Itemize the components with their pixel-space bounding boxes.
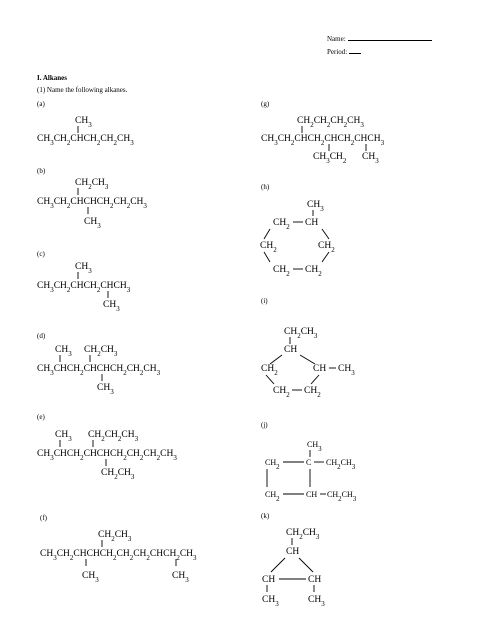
- b-branch-top: $CH_2CH_3$: [75, 178, 109, 191]
- j-substituent-right-bottom: $CH_2CH_3$: [327, 490, 357, 503]
- k-ring-left: CH: [262, 575, 276, 585]
- b-branch-bottom: $CH_3$: [84, 217, 101, 230]
- i-ring-bottom-right: $CH_2$: [304, 386, 321, 399]
- j-ring-top-right: C: [306, 458, 312, 467]
- a-main-chain: $CH_3CH_2CHCH_2CH_2CH_3$: [37, 134, 134, 147]
- e-main-chain: $CH_3CHCH_2CHCHCH_2CH_2CH_2CH_3$: [37, 449, 177, 462]
- j-substituent-right-top: $CH_2CH_3$: [326, 458, 356, 471]
- i-ring-right: CH: [313, 364, 327, 374]
- instructions: (1) Name the following alkanes.: [37, 86, 128, 94]
- c-branch-bottom: $CH_3$: [103, 300, 120, 313]
- k-bond-left: [271, 558, 285, 572]
- j-ring-bottom-left: $CH_2$: [265, 490, 280, 503]
- k-ring-right: CH: [308, 575, 322, 585]
- h-ring-mid-left: $CH_2$: [260, 241, 277, 254]
- d-branch-bottom: $CH_3$: [97, 383, 114, 396]
- f-branch-bottom-2: $CH_3$: [172, 571, 189, 584]
- k-substituent-left: $CH_3$: [262, 595, 279, 608]
- d-branch-top-1: $CH_3$: [55, 345, 72, 358]
- f-branch-bottom-1: $CH_3$: [82, 571, 99, 584]
- label-e: (e): [37, 413, 45, 421]
- j-ring-bottom-right: CH: [306, 490, 318, 499]
- h-substituent: $CH_3$: [307, 200, 324, 213]
- e-branch-top-1: $CH_3$: [55, 430, 72, 443]
- i-ring-left: $CH_2$: [261, 364, 278, 377]
- k-substituent-right: $CH_3$: [308, 595, 325, 608]
- label-a: (a): [37, 100, 45, 108]
- k-substituent-top: $CH_2CH_3$: [286, 528, 320, 541]
- h-ring-top-left: $CH_2$: [273, 218, 290, 231]
- label-d: (d): [37, 332, 46, 340]
- label-f: (f): [40, 514, 47, 522]
- d-main-chain: $CH_3CHCH_2CHCHCH_2CH_2CH_3$: [37, 364, 161, 377]
- d-branch-top-2: $CH_2CH_3$: [84, 345, 118, 358]
- h-ring-mid-right: $CH_2$: [318, 241, 335, 254]
- g-branch-bottom-1: $CH_3CH_2$: [313, 152, 347, 165]
- b-main-chain: $CH_3CH_2CHCHCH_2CH_2CH_3$: [37, 197, 147, 210]
- period-label: Period:: [327, 48, 348, 56]
- i-substituent-top: $CH_2CH_3$: [284, 327, 318, 340]
- e-branch-bottom: $CH_2CH_3$: [101, 468, 135, 481]
- f-main-chain: $CH_3CH_2CHCHCH_2CH_2CH_2CHCH_2CH_3$: [40, 549, 197, 562]
- label-i: (i): [261, 297, 268, 305]
- i-ring-bottom-left: $CH_2$: [273, 386, 290, 399]
- i-substituent-right: $CH_3$: [338, 364, 355, 377]
- label-h: (h): [261, 183, 270, 191]
- h-ring-bottom-left: $CH_2$: [273, 265, 290, 278]
- label-g: (g): [261, 100, 270, 108]
- k-bond-right: [299, 558, 313, 572]
- name-label: Name:: [327, 35, 346, 43]
- label-c: (c): [37, 250, 45, 258]
- g-branch-top: $CH_2CH_2CH_2CH_3$: [297, 116, 364, 129]
- g-main-chain: $CH_3CH_2CHCH_2CHCH_2CHCH_3$: [261, 134, 385, 147]
- c-main-chain: $CH_3CH_2CHCH_2CHCH_3$: [37, 281, 131, 294]
- label-k: (k): [261, 512, 270, 520]
- h-ring-top-right: CH: [305, 218, 319, 228]
- j-ring-top-left: $CH_2$: [265, 458, 280, 471]
- i-ring-top: CH: [284, 345, 298, 355]
- c-branch-top: $CH_3$: [75, 262, 92, 275]
- g-branch-bottom-2: $CH_3$: [362, 152, 379, 165]
- j-substituent-top: $CH_3$: [307, 440, 322, 453]
- f-branch-top: $CH_2CH_3$: [98, 530, 132, 543]
- h-ring-bottom-right: $CH_2$: [305, 265, 322, 278]
- a-branch-top: $CH_3$: [75, 116, 92, 129]
- section-title: I. Alkanes: [37, 74, 67, 82]
- k-ring-top: CH: [286, 547, 300, 557]
- label-b: (b): [37, 167, 46, 175]
- e-branch-top-2: $CH_2CH_2CH_3$: [88, 430, 139, 443]
- label-j: (j): [261, 421, 268, 429]
